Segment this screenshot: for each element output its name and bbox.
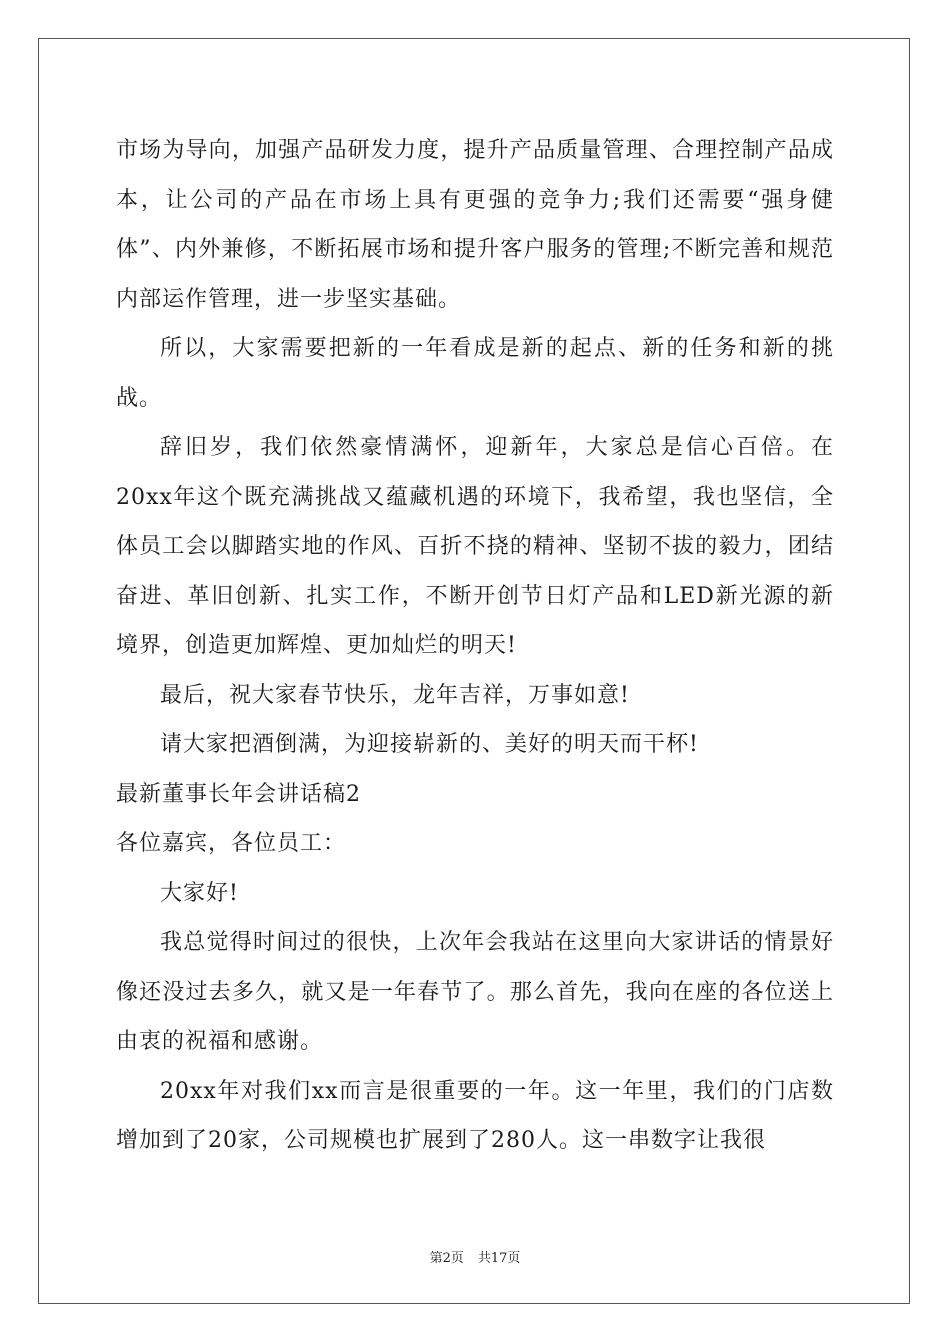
paragraph: 辞旧岁，我们依然豪情满怀，迎新年，大家总是信心百倍。在20xx年这个既充满挑战又蕴藏机遇的环境下，我希望，我也坚信，全体员工会以脚踏实地的作风、百折不挠的精神、坚韧不拔的毅力，团结奋进、革旧创新、扎实工作，不断开创节日灯产品和LED新光源的新境界，创造更加辉煌、更加灿烂的明天! (116, 435, 834, 658)
total-pages: 共17页 (477, 1251, 521, 1266)
document-body (116, 126, 834, 1166)
salutation: 各位嘉宾，各位员工： (116, 831, 347, 856)
paragraph: 所以，大家需要把新的一年看成是新的起点、新的任务和新的挑战。 (116, 336, 834, 411)
paragraph: 我总觉得时间过的很快，上次年会我站在这里向大家讲话的情景好像还没过去多久，就又是一年春节了。那么首先，我向在座的各位送上由衷的祝福和感谢。 (116, 930, 834, 1054)
page-number: 第2页 (429, 1251, 464, 1266)
paragraph: 20xx年对我们xx而言是很重要的一年。这一年里，我们的门店数增加到了20家，公司规模也扩展到了280人。这一串数字让我很 (116, 1078, 834, 1153)
page-footer (0, 1251, 950, 1267)
paragraph: 请大家把酒倒满，为迎接崭新的、美好的明天而干杯! (160, 732, 699, 757)
greeting: 大家好! (160, 880, 239, 906)
paragraph: 最后，祝大家春节快乐，龙年吉祥，万事如意! (160, 682, 630, 708)
paragraph-continuation: 市场为导向，加强产品研发力度，提升产品质量管理、合理控制产品成本，让公司的产品在市场上具有更强的竞争力;我们还需要“强身健体”、内外兼修，不断拓展市场和提升客户服务的管理;不断完善和规范内部运作管理，进一步坚实基础。 (116, 138, 834, 312)
section-heading: 最新董事长年会讲话稿2 (116, 781, 361, 807)
